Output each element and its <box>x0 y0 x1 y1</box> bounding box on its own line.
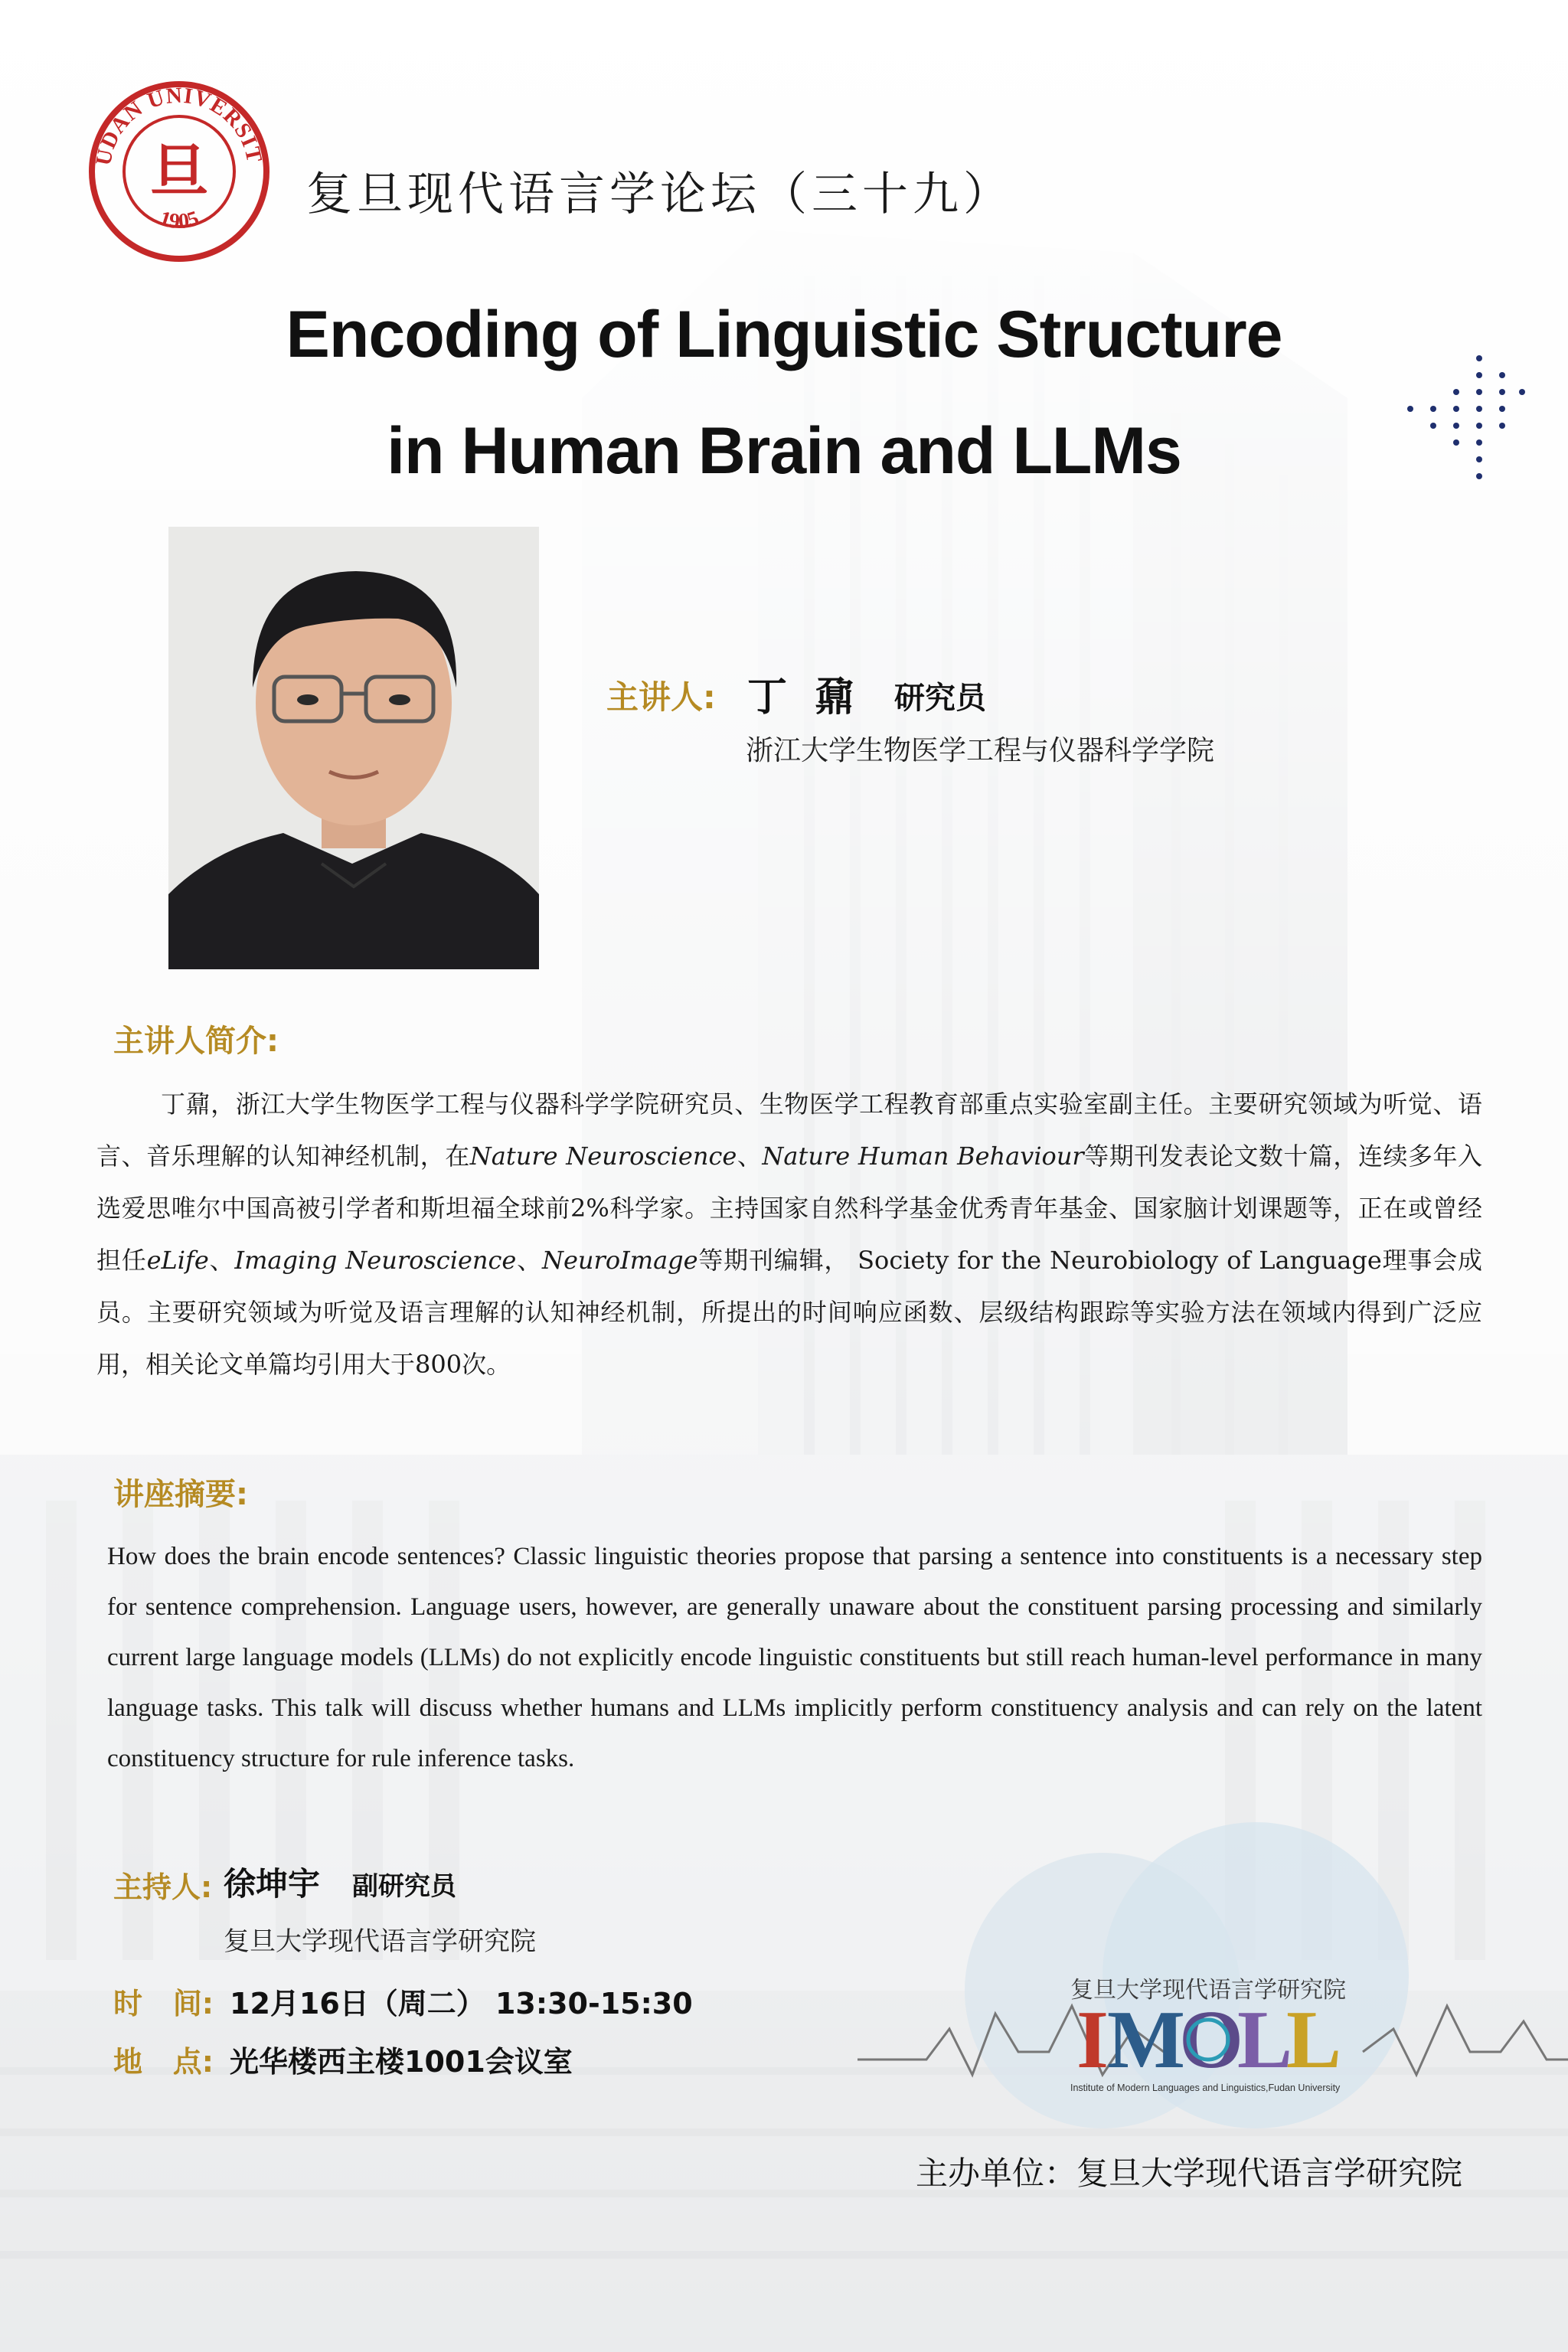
venue-value: 光华楼西主楼1001会议室 <box>230 2045 573 2079</box>
imoll-letter-l2: L <box>1286 1994 1342 2086</box>
imoll-english-name: Institute of Modern Languages and Linguistics,Fudan University <box>1070 2082 1341 2093</box>
speaker-title: 研究员 <box>894 681 986 716</box>
speaker-bio: 丁鼐，浙江大学生物医学工程与仪器科学学院研究员、生物医学工程教育部重点实验室副主任。主要研究领域为听觉、语言、音乐理解的认知神经机制，在Nature Neuroscience、Nature Human Behaviour等期刊发表论文数十篇，连续多年入选爱思唯尔中国高被引学者和斯坦福全球前2%科学家。主持国家自然科学基金优秀青年基金、国家脑计划课题等，正在或曾经担任eLife、Imaging Neuroscience、NeuroImage等期刊编辑， Society for the Neurobiology of Language理事会成员。主要研究领域为听觉及语言理解的认知神经机制，所提出的时间响应函数、层级结构跟踪等实验方法在领域内得到广泛应用，相关论文单篇均引用大于800次。 <box>96 1089 1483 1379</box>
host-label: 主持人: <box>113 1870 213 1904</box>
speaker-photo <box>168 527 539 969</box>
fudan-university-seal <box>87 80 271 263</box>
imoll-letter-l1: L <box>1237 1994 1293 2086</box>
imoll-chinese-name: 复旦大学现代语言学研究院 <box>1070 1977 1346 2004</box>
abstract-heading: 讲座摘要: <box>113 1477 248 1512</box>
time-value: 12月16日（周二） 13:30-15:30 <box>230 1987 693 2020</box>
speaker-label: 主讲人: <box>606 678 716 716</box>
seal-year: 1905 <box>156 206 202 234</box>
seal-glyph: 旦 <box>150 137 208 205</box>
imoll-letter-m: M <box>1107 1994 1185 2086</box>
bio-heading: 主讲人简介: <box>113 1024 279 1059</box>
lecture-title-line2: in Human Brain and LLMs <box>387 414 1181 488</box>
speaker-name: 丁鼐 <box>747 675 883 720</box>
decorative-dots <box>1395 354 1525 484</box>
time-label: 时 间: <box>113 1987 214 2020</box>
seal-text: UDAN UNIVERSIT <box>91 83 267 168</box>
host-institution: 复旦大学现代语言学研究院 <box>224 1926 536 1957</box>
imoll-letter-o: O <box>1179 1994 1244 2086</box>
lecture-title-line1: Encoding of Linguistic Structure <box>286 298 1282 371</box>
speaker-institution: 浙江大学生物医学工程与仪器科学学院 <box>746 735 1215 766</box>
organizer: 主办单位：复旦大学现代语言学研究院 <box>916 2154 1463 2192</box>
forum-title: 复旦现代语言学论坛（三十九） <box>306 168 1014 221</box>
imoll-letter-i: I <box>1076 1994 1109 2086</box>
venue-label: 地 点: <box>113 2045 214 2079</box>
imoll-wordmark <box>1076 1994 1341 2086</box>
abstract-text: How does the brain encode sentences? Classic linguistic theories propose that parsing a sentence into constituents is a necessary step for sentence comprehension. Language users, however, are generally unaware about the constituent parsing processing and similarly current large language models (LLMs) do not explicitly encode linguistic constituents but still reach human-level performance in many language tasks. This talk will discuss whether humans and LLMs implicitly perform constituency analysis and can rely on the latent constituency structure for rule inference tasks. <box>107 1543 1482 1772</box>
host-title: 副研究员 <box>352 1871 456 1902</box>
host-name: 徐坤宇 <box>224 1865 321 1903</box>
svg-text:1905 <box>157 207 202 234</box>
